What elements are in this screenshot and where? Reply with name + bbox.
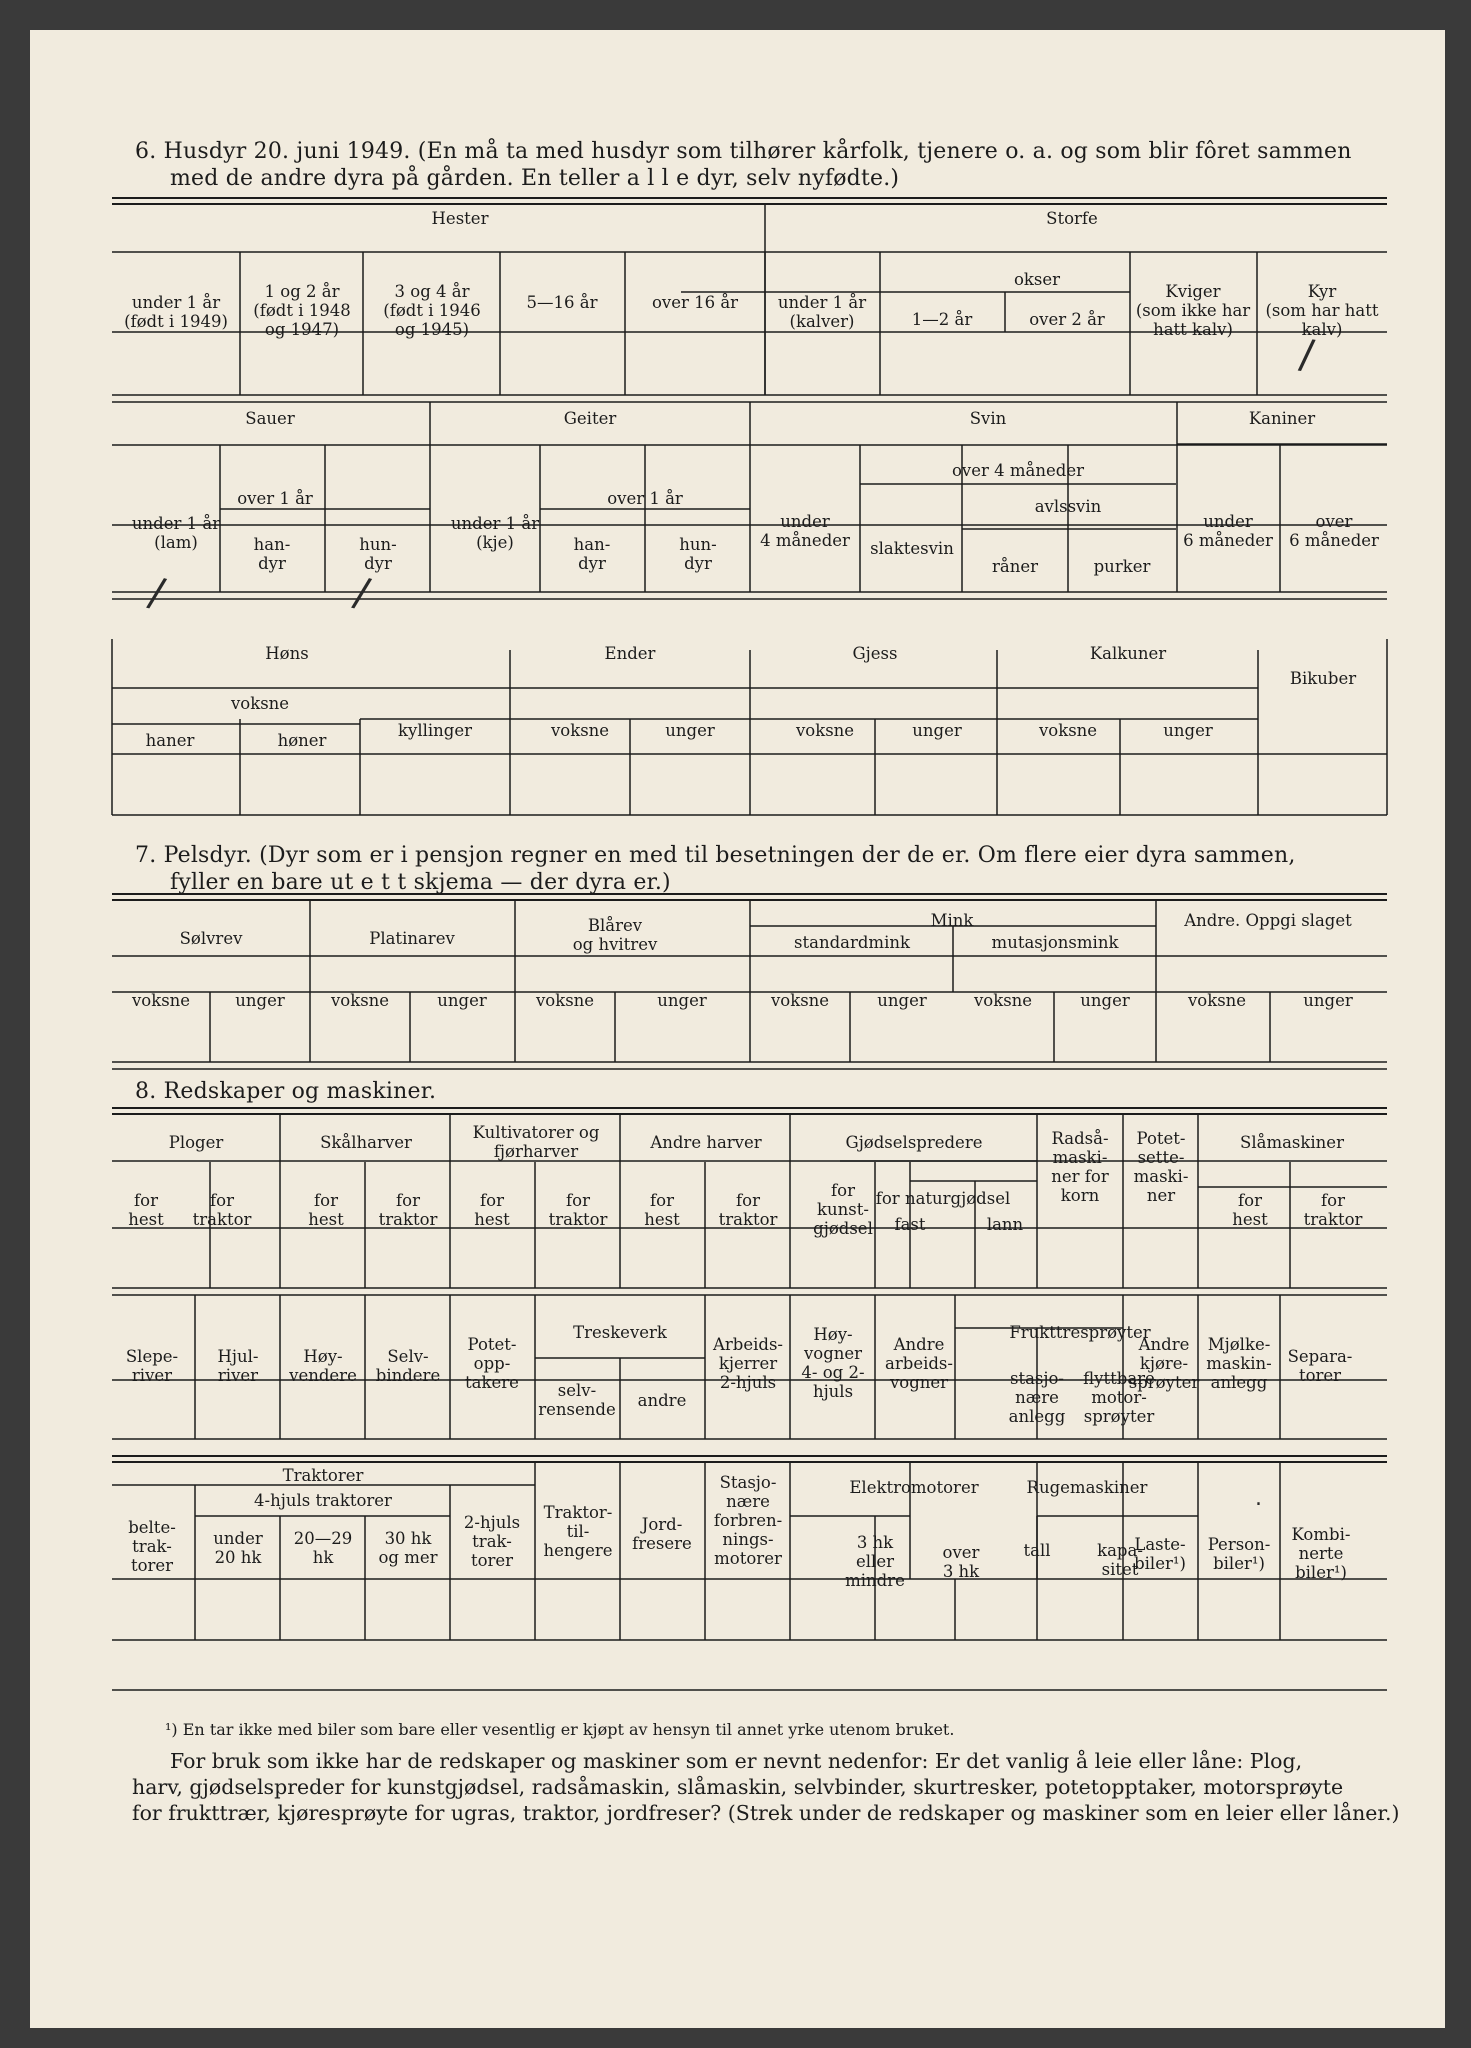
redskaper2-header-cell: Frukttresprøyter	[1009, 1323, 1151, 1342]
redskaper2-header-cell: Andre	[1138, 1335, 1190, 1354]
redskaper3-header-cell: 3 hk	[942, 1562, 980, 1581]
redskaper3-header-cell: 3 hk	[856, 1533, 894, 1552]
redskaper2-header-cell: sprøyter	[1083, 1407, 1155, 1426]
paragraph-line-3: for frukttrær, kjøresprøyte for ugras, traktor, jordfreser? (Strek under de redskaper og maskiner som en leier eller låner.)	[132, 1801, 1400, 1825]
redskaper2-header-cell: selv-	[557, 1381, 597, 1400]
hester_storfe-header-cell: (som har hatt	[1265, 301, 1379, 320]
pelsdyr-header-cell: og hvitrev	[572, 935, 658, 954]
fjorfe-header-cell: Bikuber	[1289, 669, 1357, 688]
redskaper3-header-cell: belte-	[128, 1518, 176, 1537]
redskaper3-header-cell: tall	[1023, 1541, 1051, 1560]
redskaper3-header-cell: Jord-	[641, 1515, 683, 1534]
redskaper2-header-cell: Høy-	[813, 1325, 853, 1344]
redskaper3-header-cell: Stasjo-	[719, 1473, 777, 1492]
redskaper3-header-cell: eller	[856, 1552, 894, 1571]
hester_storfe-header-cell: Kyr	[1307, 282, 1337, 301]
redskaper1-header-cell: Potet-	[1136, 1129, 1186, 1148]
redskaper3-header-cell: trak-	[472, 1532, 512, 1551]
sauer_svin-header-cell: 4 måneder	[760, 531, 850, 550]
redskaper1-header-cell: traktor	[192, 1210, 252, 1229]
section6-line1: 6. Husdyr 20. juni 1949. (En må ta med husdyr som tilhører kårfolk, tjenere o. a. og som blir fôret sammen	[135, 139, 1352, 164]
redskaper3-header-cell: Laste-	[1134, 1535, 1186, 1554]
hester_storfe-header-cell: Kviger	[1165, 282, 1221, 301]
fjorfe-header-cell: Gjess	[852, 644, 898, 663]
redskaper3-header-cell: over	[942, 1543, 980, 1562]
redskaper1-header-cell: hest	[1232, 1210, 1268, 1229]
hester_storfe-header-cell: 5—16 år	[526, 293, 598, 312]
sauer_svin-header-cell: råner	[991, 557, 1039, 576]
redskaper2-header-cell: rensende	[538, 1400, 616, 1419]
redskaper2-header-cell: Selv-	[387, 1347, 429, 1366]
redskaper3-header-cell: 20 hk	[214, 1548, 262, 1567]
fjorfe-header-cell: kyllinger	[398, 721, 472, 740]
sauer_svin-header-cell: over 4 måneder	[952, 461, 1084, 480]
redskaper1-header-cell: hest	[128, 1210, 164, 1229]
footnote: ¹) En tar ikke med biler som bare eller vesentlig er kjøpt av hensyn til annet yrke utenom bruket.	[165, 1720, 955, 1739]
sauer_svin-header-cell: (lam)	[154, 533, 198, 552]
redskaper2-header-cell: torer	[1298, 1366, 1342, 1385]
sauer_svin-header-cell: dyr	[684, 554, 712, 573]
redskaper1-header-cell: fast	[894, 1215, 926, 1234]
redskaper3-header-cell: 20—29	[293, 1529, 353, 1548]
redskaper2-header-cell: anlegg	[1210, 1373, 1268, 1392]
sauer_svin-header-cell: han-	[573, 535, 611, 554]
redskaper3-header-cell: Rugemaskiner	[1026, 1478, 1148, 1497]
redskaper2-header-cell: Potet-	[467, 1335, 517, 1354]
pelsdyr-header-cell: mutasjonsmink	[991, 933, 1119, 952]
handwritten-mark: .	[1255, 1486, 1262, 1511]
handwritten-mark: /	[144, 569, 169, 617]
redskaper2-header-cell: Separa-	[1287, 1347, 1353, 1366]
redskaper1-header-cell: maski-	[1133, 1167, 1189, 1186]
hester_storfe-header-cell: 1—2 år	[911, 310, 973, 329]
hester_storfe-header-cell: (som ikke har	[1135, 301, 1251, 320]
redskaper2-header-cell: opp-	[473, 1354, 511, 1373]
redskaper2-header-cell: bindere	[375, 1366, 441, 1385]
fjorfe-header-cell: høner	[277, 731, 327, 750]
sauer_svin-header-cell: 6 måneder	[1183, 531, 1273, 550]
pelsdyr-header-cell: voksne	[770, 991, 830, 1010]
redskaper2-header-cell: 4- og 2-	[801, 1363, 865, 1382]
redskaper1-header-cell: for	[566, 1191, 590, 1210]
redskaper3-header-cell: og mer	[378, 1548, 438, 1567]
redskaper2-header-cell: arbeids-	[885, 1354, 953, 1373]
redskaper2-header-cell: vogner	[889, 1373, 949, 1392]
handwritten-mark: /	[1296, 331, 1317, 379]
fjorfe-header-cell: voksne	[230, 694, 290, 713]
redskaper2-header-cell: 2-hjuls	[719, 1373, 777, 1392]
redskaper2-header-cell: Høy-	[303, 1347, 343, 1366]
redskaper2-header-cell: flyttbare	[1083, 1369, 1155, 1388]
sauer_svin-header-cell: over 1 år	[607, 489, 683, 508]
hester_storfe-header-cell: og 1945)	[394, 320, 470, 339]
pelsdyr-header-cell: voksne	[330, 991, 390, 1010]
redskaper1-header-cell: Kultivatorer og	[472, 1123, 600, 1142]
pelsdyr-header-cell: unger	[1080, 991, 1130, 1010]
section7-line2: fyller en bare ut e t t skjema — der dyra er.)	[170, 870, 671, 895]
hester_storfe-header-cell: 3 og 4 år	[394, 282, 470, 301]
redskaper2-header-cell: anlegg	[1008, 1407, 1066, 1426]
hester_storfe-header-cell: over 16 år	[651, 293, 739, 312]
fjorfe-header-cell: voksne	[795, 721, 855, 740]
pelsdyr-header-cell: standardmink	[794, 933, 910, 952]
redskaper1-header-cell: maski-	[1052, 1148, 1108, 1167]
redskaper2-header-cell: Arbeids-	[712, 1335, 784, 1354]
redskaper3-header-cell: Traktor-	[543, 1503, 613, 1522]
redskaper1-header-cell: traktor	[548, 1210, 608, 1229]
redskaper1-header-cell: Ploger	[168, 1133, 224, 1152]
section8-title: 8. Redskaper og maskiner.	[135, 1079, 437, 1104]
pelsdyr-header-cell: unger	[437, 991, 487, 1010]
redskaper3-header-cell: motorer	[714, 1549, 782, 1568]
sauer_svin-header-cell: Svin	[969, 409, 1007, 428]
redskaper1-header-cell: Gjødselspredere	[845, 1133, 983, 1152]
redskaper3-header-cell: torer	[470, 1551, 514, 1570]
fjorfe-header-cell: haner	[145, 731, 195, 750]
redskaper1-header-cell: hest	[308, 1210, 344, 1229]
paragraph-line-1: For bruk som ikke har de redskaper og maskiner som er nevnt nedenfor: Er det vanlig å leie eller låne: Plog,	[170, 1749, 1303, 1773]
fjorfe-header-cell: Ender	[604, 644, 656, 663]
sauer_svin-header-cell: over	[1315, 512, 1353, 531]
redskaper3-header-cell: Elektromotorer	[849, 1478, 979, 1497]
sauer_svin-header-cell: han-	[253, 535, 291, 554]
redskaper1-header-cell: ner	[1146, 1186, 1176, 1205]
redskaper1-header-cell: gjødsel	[813, 1219, 873, 1238]
hester_storfe-header-cell: over 2 år	[1029, 310, 1105, 329]
redskaper1-header-cell: ner for	[1051, 1167, 1109, 1186]
redskaper1-header-cell: for	[831, 1181, 855, 1200]
sauer_svin-header-cell: under 1 år	[131, 514, 221, 533]
redskaper3-header-cell: nære	[726, 1492, 770, 1511]
hester_storfe-header-cell: (født i 1948	[253, 301, 351, 320]
redskaper1-header-cell: for	[396, 1191, 420, 1210]
hester_storfe-header-cell: og 1947)	[264, 320, 340, 339]
redskaper1-header-cell: for	[314, 1191, 338, 1210]
redskaper1-header-cell: traktor	[718, 1210, 778, 1229]
redskaper1-header-cell: for	[650, 1191, 674, 1210]
redskaper3-header-cell: forbren-	[713, 1511, 783, 1530]
redskaper1-header-cell: for	[1238, 1191, 1262, 1210]
pelsdyr-header-cell: Platinarev	[369, 929, 455, 948]
redskaper2-header-cell: Andre	[893, 1335, 945, 1354]
sauer_svin-header-cell: dyr	[578, 554, 606, 573]
redskaper1-header-cell: lann	[986, 1215, 1024, 1234]
fjorfe-header-cell: unger	[912, 721, 962, 740]
sauer_svin-header-cell: hun-	[359, 535, 397, 554]
pelsdyr-header-cell: unger	[657, 991, 707, 1010]
redskaper3-header-cell: kapa-	[1097, 1541, 1143, 1560]
hester_storfe-header-cell: Hester	[431, 209, 489, 228]
fjorfe-header-cell: Høns	[265, 644, 309, 663]
hester_storfe-header-cell: under 1 år	[131, 293, 221, 312]
sauer_svin-header-cell: Sauer	[245, 409, 295, 428]
redskaper3-header-cell: biler¹)	[1213, 1554, 1265, 1573]
sauer_svin-header-cell: slaktesvin	[870, 539, 954, 558]
redskaper1-header-cell: Slåmaskiner	[1240, 1133, 1344, 1152]
redskaper1-header-cell: traktor	[378, 1210, 438, 1229]
redskaper3-header-cell: Person-	[1207, 1535, 1271, 1554]
redskaper1-header-cell: for	[210, 1191, 234, 1210]
redskaper1-header-cell: hest	[474, 1210, 510, 1229]
redskaper2-header-cell: river	[217, 1366, 259, 1385]
hester_storfe-header-cell: Storfe	[1046, 209, 1098, 228]
redskaper2-header-cell: Slepe-	[125, 1347, 179, 1366]
sauer_svin-header-cell: under	[1203, 512, 1253, 531]
pelsdyr-header-cell: voksne	[535, 991, 595, 1010]
hester_storfe-header-cell: okser	[1013, 270, 1061, 289]
pelsdyr-header-cell: Andre. Oppgi slaget	[1184, 911, 1352, 930]
redskaper1-header-cell: for	[134, 1191, 158, 1210]
hester_storfe-header-cell: (født i 1949)	[124, 312, 228, 331]
redskaper2-header-cell: andre	[637, 1391, 687, 1410]
redskaper2-header-cell: maskin-	[1206, 1354, 1272, 1373]
sauer_svin-header-cell: under	[780, 512, 830, 531]
sauer_svin-header-cell: Geiter	[563, 409, 617, 428]
sauer_svin-header-cell: avlssvin	[1034, 497, 1102, 516]
sauer_svin-header-cell: (kje)	[476, 533, 514, 552]
pelsdyr-header-cell: voksne	[131, 991, 191, 1010]
pelsdyr-header-cell: unger	[235, 991, 285, 1010]
redskaper1-header-cell: for	[1321, 1191, 1345, 1210]
sauer_svin-header-cell: 6 måneder	[1289, 531, 1379, 550]
pelsdyr-header-cell: voksne	[973, 991, 1033, 1010]
section6-line2: med de andre dyra på gården. En teller a l l e dyr, selv nyfødte.)	[170, 166, 900, 191]
redskaper2-header-cell: kjerrer	[718, 1354, 778, 1373]
pelsdyr-header-cell: unger	[877, 991, 927, 1010]
hester_storfe-header-cell: (kalver)	[789, 312, 855, 331]
redskaper1-header-cell: hest	[644, 1210, 680, 1229]
redskaper3-header-cell: biler¹)	[1134, 1554, 1186, 1573]
sauer_svin-header-cell: hun-	[679, 535, 717, 554]
redskaper2-header-cell: nære	[1015, 1388, 1059, 1407]
sauer_svin-header-cell: purker	[1093, 557, 1151, 576]
redskaper2-header-cell: hjuls	[812, 1382, 854, 1401]
redskaper3-header-cell: Traktorer	[282, 1466, 364, 1485]
redskaper3-header-cell: biler¹)	[1295, 1563, 1347, 1582]
redskaper3-header-cell: til-	[566, 1522, 590, 1541]
redskaper3-header-cell: Kombi-	[1291, 1525, 1351, 1544]
redskaper2-header-cell: vogner	[803, 1344, 863, 1363]
redskaper2-header-cell: Mjølke-	[1207, 1335, 1271, 1354]
redskaper3-header-cell: fresere	[632, 1534, 692, 1553]
sauer_svin-header-cell: over 1 år	[237, 489, 313, 508]
hester_storfe-header-cell: (født i 1946	[383, 301, 481, 320]
redskaper2-header-cell: Treskeverk	[573, 1323, 667, 1342]
sauer_svin-header-cell: dyr	[364, 554, 392, 573]
redskaper2-header-cell: takere	[465, 1373, 519, 1392]
redskaper1-header-cell: for	[480, 1191, 504, 1210]
redskaper2-header-cell: river	[131, 1366, 173, 1385]
redskaper2-header-cell: Hjul-	[217, 1347, 259, 1366]
fjorfe-header-cell: unger	[1163, 721, 1213, 740]
form-page	[30, 30, 1445, 2028]
redskaper1-header-cell: fjørharver	[493, 1142, 579, 1161]
redskaper3-header-cell: nings-	[722, 1530, 774, 1549]
fjorfe-header-cell: Kalkuner	[1089, 644, 1167, 663]
sauer_svin-header-cell: Kaniner	[1248, 409, 1316, 428]
fjorfe-header-cell: voksne	[550, 721, 610, 740]
fjorfe-header-cell: unger	[665, 721, 715, 740]
redskaper3-header-cell: hengere	[543, 1541, 613, 1560]
redskaper1-header-cell: sette-	[1137, 1148, 1185, 1167]
hester_storfe-header-cell: 1 og 2 år	[264, 282, 340, 301]
section7-line1: 7. Pelsdyr. (Dyr som er i pensjon regner en med til besetningen der de er. Om flere eier dyra sammen,	[135, 843, 1296, 868]
redskaper1-header-cell: traktor	[1303, 1210, 1363, 1229]
redskaper3-header-cell: 2-hjuls	[463, 1513, 521, 1532]
redskaper2-header-cell: kjøre-	[1139, 1354, 1189, 1373]
redskaper1-header-cell: korn	[1060, 1186, 1100, 1205]
hester_storfe-header-cell: under 1 år	[777, 293, 867, 312]
redskaper3-header-cell: 30 hk	[384, 1529, 432, 1548]
redskaper2-header-cell: sprøyter	[1128, 1373, 1200, 1392]
pelsdyr-header-cell: Mink	[930, 911, 974, 930]
sauer_svin-header-cell: dyr	[258, 554, 286, 573]
hester_storfe-header-cell: hatt kalv)	[1153, 320, 1233, 339]
redskaper3-header-cell: 4-hjuls traktorer	[254, 1491, 392, 1510]
redskaper3-header-cell: torer	[130, 1556, 174, 1575]
pelsdyr-header-cell: voksne	[1187, 991, 1247, 1010]
redskaper3-header-cell: sitet	[1101, 1560, 1139, 1579]
redskaper1-header-cell: Skålharver	[320, 1133, 412, 1152]
sauer_svin-header-cell: under 1 år	[450, 514, 540, 533]
redskaper3-header-cell: trak-	[132, 1537, 172, 1556]
redskaper2-header-cell: motor-	[1091, 1388, 1147, 1407]
pelsdyr-header-cell: unger	[1303, 991, 1353, 1010]
redskaper2-header-cell: stasjo-	[1009, 1369, 1065, 1388]
hester_storfe-header-cell: kalv)	[1301, 320, 1343, 339]
redskaper2-header-cell: vendere	[289, 1366, 357, 1385]
redskaper3-header-cell: hk	[312, 1548, 334, 1567]
redskaper1-header-cell: Radså-	[1051, 1129, 1109, 1148]
redskaper3-header-cell: nerte	[1298, 1544, 1344, 1563]
redskaper1-header-cell: for	[736, 1191, 760, 1210]
redskaper3-header-cell: mindre	[845, 1571, 905, 1590]
redskaper1-header-cell: kunst-	[817, 1200, 869, 1219]
pelsdyr-header-cell: Sølvrev	[179, 929, 243, 948]
fjorfe-header-cell: voksne	[1038, 721, 1098, 740]
paragraph-line-2: harv, gjødselspreder for kunstgjødsel, radsåmaskin, slåmaskin, selvbinder, skurtresker, potetopptaker, motorsprøyte	[132, 1775, 1344, 1799]
pelsdyr-header-cell: Blårev	[587, 916, 643, 935]
redskaper1-header-cell: for naturgjødsel	[875, 1189, 1011, 1208]
redskaper3-header-cell: under	[213, 1529, 263, 1548]
redskaper1-header-cell: Andre harver	[650, 1133, 762, 1152]
handwritten-mark: /	[349, 569, 374, 617]
